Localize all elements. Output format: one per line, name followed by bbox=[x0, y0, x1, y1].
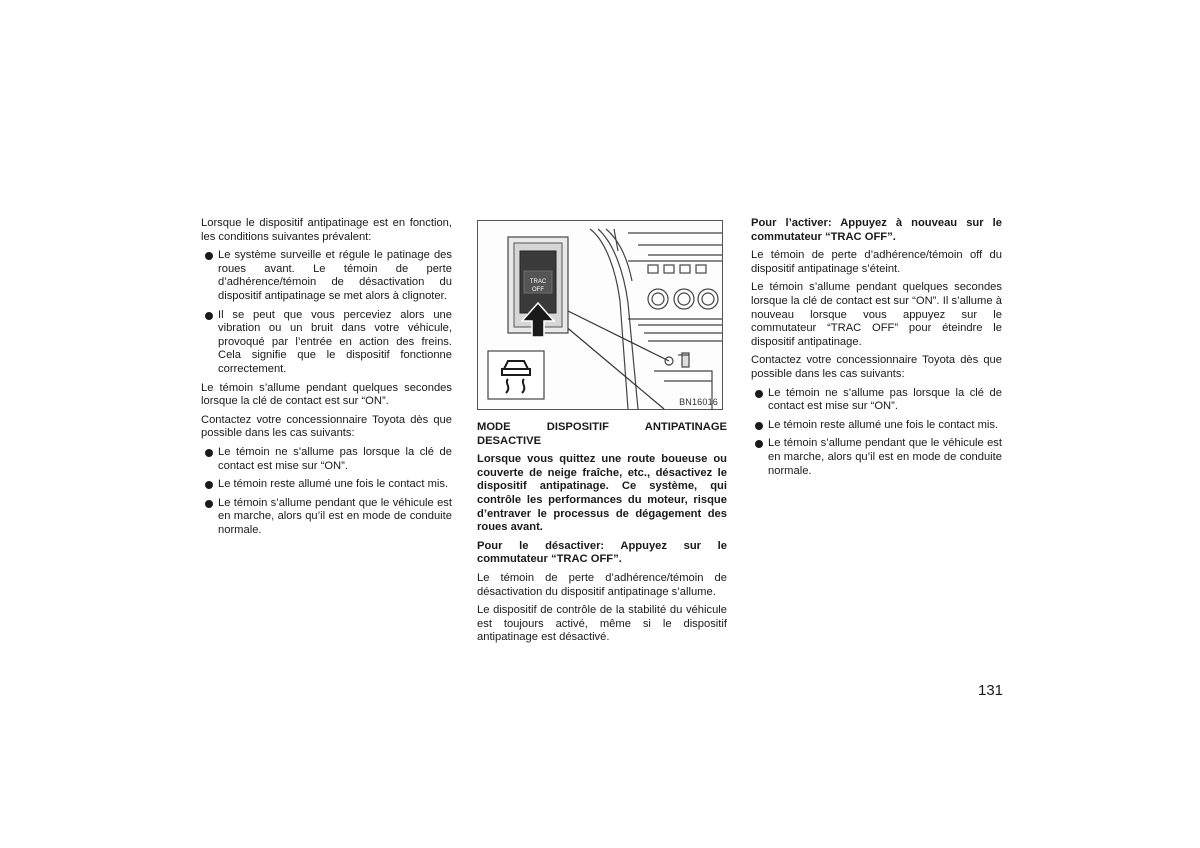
list-item: Le témoin ne s’allume pas lorsque la clé de contact est mise sur “ON”. bbox=[751, 387, 1002, 414]
list-item: Le système surveille et régule le patinage des roues avant. Le témoin de perte d’adhérence/témoin de désactivation du dispositif antipatinage se met alors à clignoter. bbox=[201, 249, 452, 303]
paragraph: Contactez votre concessionnaire Toyota dès que possible dans les cas suivants: bbox=[201, 413, 452, 440]
paragraph: Le témoin s’allume pendant quelques secondes lorsque la clé de contact est sur “ON”. bbox=[201, 381, 452, 408]
figure-id: BN16016 bbox=[679, 397, 718, 407]
list-item: Le témoin reste allumé une fois le contact mis. bbox=[201, 478, 452, 492]
list-item: Il se peut que vous perceviez alors une vibration ou un bruit dans votre véhicule, provoqué par l’entrée en action des freins. Cela signifie que le dispositif fonctionne correctement. bbox=[201, 309, 452, 377]
conditions-list bbox=[201, 249, 452, 376]
column-middle bbox=[477, 421, 727, 650]
list-item: Le témoin s’allume pendant que le véhicule est en marche, alors qu’il est en mode de conduite normale. bbox=[201, 497, 452, 538]
cases-list bbox=[201, 446, 452, 538]
column-right bbox=[751, 217, 1002, 483]
list-item: Le témoin ne s’allume pas lorsque la clé de contact est mise sur “ON”. bbox=[201, 446, 452, 473]
bold-paragraph: Lorsque vous quittez une route boueuse ou couverte de neige fraîche, etc., désactivez le dispositif antipatinage. Ce système, qui contrôle les performances du moteur, risque d’entraver le processus de dégagement des roues avant. bbox=[477, 453, 727, 534]
section-heading: MODE DISPOSITIF ANTIPATINAGE DESACTIVE bbox=[477, 421, 727, 447]
trac-label-line1: TRAC bbox=[529, 279, 547, 285]
traction-warning-icon bbox=[488, 351, 544, 399]
paragraph: Le témoin de perte d’adhérence/témoin de désactivation du dispositif antipatinage s’allume. bbox=[477, 571, 727, 598]
dashboard-illustration bbox=[477, 220, 723, 410]
paragraph: Le dispositif de contrôle de la stabilité du véhicule est toujours activé, même si le dispositif antipatinage est désactivé. bbox=[477, 604, 727, 644]
paragraph: Le témoin s’allume pendant quelques secondes lorsque la clé de contact est sur “ON”. Il s’allume à nouveau lorsque vous appuyez sur le commutateur “TRAC OFF” pour éteindre le dispositif antipatinage. bbox=[751, 281, 1002, 348]
trac-label-line2: OFF bbox=[532, 287, 544, 293]
dashboard-lines bbox=[590, 229, 722, 409]
cases-list bbox=[751, 387, 1002, 479]
bold-paragraph: Pour le désactiver: Appuyez sur le commutateur “TRAC OFF”. bbox=[477, 539, 727, 566]
paragraph: Le témoin de perte d’adhérence/témoin off du dispositif antipatinage s’éteint. bbox=[751, 249, 1002, 275]
list-item: Le témoin s’allume pendant que le véhicule est en marche, alors qu’il est en mode de conduite normale. bbox=[751, 437, 1002, 478]
paragraph: Contactez votre concessionnaire Toyota dès que possible dans les cas suivants: bbox=[751, 354, 1002, 380]
list-item: Le témoin reste allumé une fois le contact mis. bbox=[751, 419, 1002, 433]
column-left bbox=[201, 217, 452, 542]
intro-paragraph: Lorsque le dispositif antipatinage est en fonction, les conditions suivantes prévalent: bbox=[201, 217, 452, 243]
page-number: 131 bbox=[978, 682, 1004, 699]
bold-paragraph: Pour l’activer: Appuyez à nouveau sur le commutateur “TRAC OFF”. bbox=[751, 217, 1002, 243]
